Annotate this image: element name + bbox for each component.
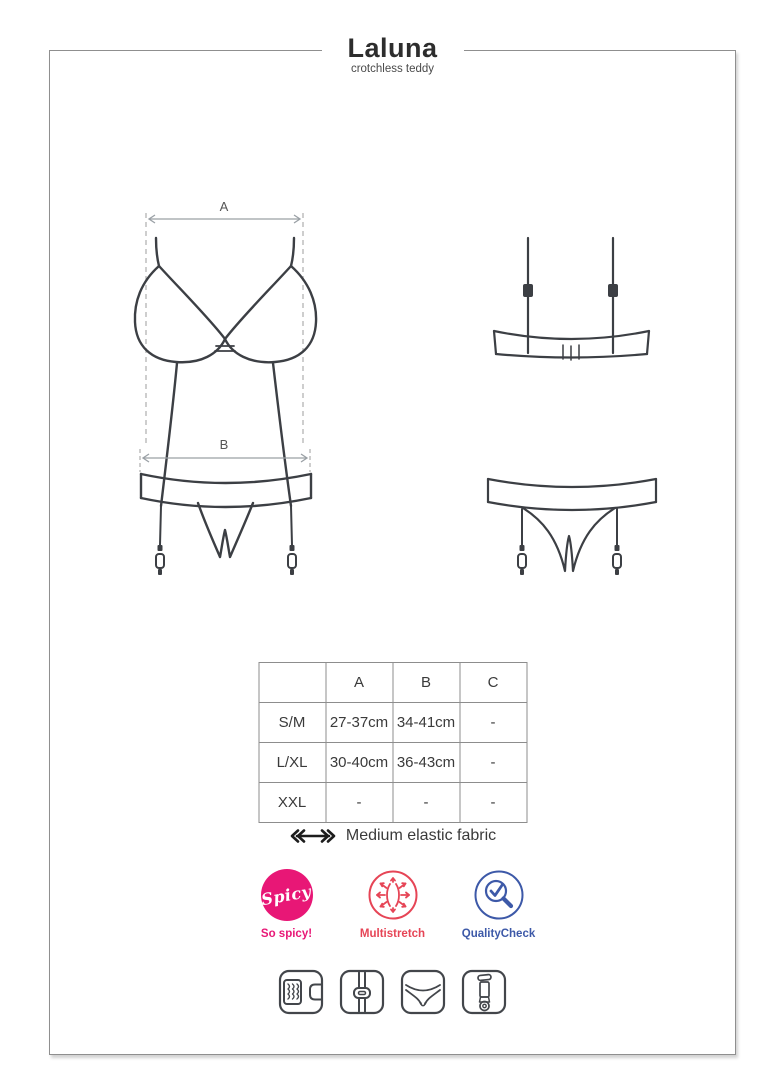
- garter-strap-icon: [461, 969, 507, 1015]
- badge-label: QualityCheck: [461, 928, 536, 940]
- dim-b-label: B: [219, 437, 229, 452]
- crotchless-panty-icon: [400, 969, 446, 1015]
- fabric-note-label: Medium elastic fabric: [345, 827, 497, 844]
- header-empty: [259, 663, 326, 703]
- garter-clips: [158, 545, 295, 575]
- header-b: B: [393, 663, 460, 703]
- value-b: 34-41cm: [393, 703, 460, 743]
- multistretch-icon: [367, 869, 419, 921]
- value-b: 36-43cm: [393, 743, 460, 783]
- feature-icons-row: [50, 969, 735, 1015]
- size-table: [258, 662, 527, 823]
- strap-sliders: [520, 284, 620, 575]
- badge-qualitycheck: [459, 869, 539, 940]
- front-view-drawing: [121, 196, 346, 591]
- sheet-frame: [49, 33, 736, 1055]
- size-label: L/XL: [259, 743, 326, 783]
- value-c: -: [460, 703, 527, 743]
- spicy-stamp-icon: Spicy: [261, 869, 313, 921]
- fabric-note: [50, 827, 735, 845]
- value-a: 27-37cm: [326, 703, 393, 743]
- size-row-xxl: [259, 783, 527, 823]
- stretch-arrow-icon: [289, 828, 337, 844]
- hook-eye-closure-icon: [278, 969, 324, 1015]
- back-garment-sketch: [488, 238, 656, 571]
- size-table-header-row: [259, 663, 527, 703]
- badge-multistretch: [353, 869, 433, 940]
- size-row-sm: [259, 703, 527, 743]
- badge-label: So spicy!: [260, 928, 313, 940]
- value-c: -: [460, 783, 527, 823]
- badge-so-spicy: [247, 869, 327, 940]
- dim-a-label: A: [219, 199, 229, 214]
- header-c: C: [460, 663, 527, 703]
- size-label: S/M: [259, 703, 326, 743]
- value-c: -: [460, 743, 527, 783]
- value-a: -: [326, 783, 393, 823]
- adjustable-strap-icon: [339, 969, 385, 1015]
- badges-row: [50, 869, 735, 940]
- badge-label: Multistretch: [359, 928, 426, 940]
- page-title: Laluna: [347, 33, 438, 63]
- size-label: XXL: [259, 783, 326, 823]
- header-a: A: [326, 663, 393, 703]
- title-block: [321, 34, 463, 75]
- page-subtitle: crotchless teddy: [350, 63, 435, 76]
- front-garment-sketch: [135, 238, 316, 557]
- value-b: -: [393, 783, 460, 823]
- back-view-drawing: [476, 231, 671, 586]
- value-a: 30-40cm: [326, 743, 393, 783]
- quality-check-icon: [473, 869, 525, 921]
- size-row-lxl: [259, 743, 527, 783]
